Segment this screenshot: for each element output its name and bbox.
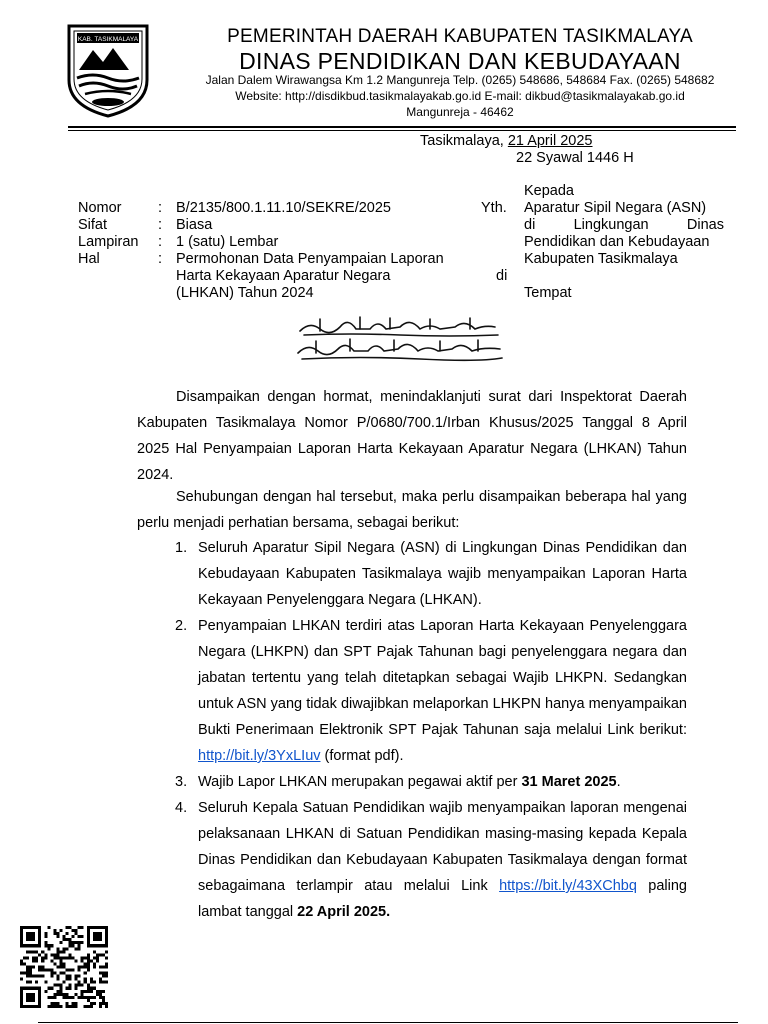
list-number: 2. bbox=[175, 618, 188, 634]
list-item-tail: (format pdf). bbox=[320, 748, 404, 764]
paragraph-1: Disampaikan dengan hormat, menindaklanjuti surat dari Inspektorat Daerah Kabupaten Tasikmalaya Nomor P/0680/700.1/Irban Khusus/2025 Tanggal 8 April 2025 Hal Penyampaian Laporan Harta Kekayaan Aparatur Negara (LHKAN) Tahun 2024. bbox=[137, 389, 687, 483]
letterhead-rule-thick bbox=[68, 126, 736, 128]
list-item-text: Penyampaian LHKAN terdiri atas Laporan Harta Kekayaan Penyelenggara Negara (LHKPN) dan SPT Pajak Tahunan bagi penyelenggara negara dan jabatan tertentu yang telah ditetapkan sebagai Wajib LHKPN. Sedangkan untuk ASN yang tidak diwajibkan melaporkan LHKPN hanya menyampaikan Bukti Penerimaan Elektronik SPT Pajak Tahunan saja melalui Link berikut: bbox=[198, 618, 687, 738]
list-item-4 bbox=[137, 795, 687, 925]
sifat-value: Biasa bbox=[176, 217, 213, 233]
list-item-1 bbox=[137, 535, 687, 613]
letterhead-website: Website: http://disdikbud.tasikmalayakab.go.id E-mail: dikbud@tasikmalayakab.go.id bbox=[235, 89, 685, 103]
letter-date bbox=[420, 133, 593, 149]
nomor-value: B/2135/800.1.11.10/SEKRE/2025 bbox=[176, 200, 391, 216]
numbered-list bbox=[137, 535, 687, 925]
letterhead-postal: Mangunreja - 46462 bbox=[406, 105, 514, 119]
list-item-text: Wajib Lapor LHKAN merupakan pegawai aktif per bbox=[198, 774, 522, 790]
letterhead-rule-thin bbox=[68, 130, 736, 131]
school-report-link[interactable]: https://bit.ly/43XChbq bbox=[499, 878, 637, 894]
paragraph-2: Sehubungan dengan hal tersebut, maka perlu disampaikan beberapa hal yang perlu menjadi perhatian bersama, sebagai berikut: bbox=[137, 489, 687, 531]
letterhead-government: PEMERINTAH DAERAH KABUPATEN TASIKMALAYA bbox=[227, 26, 693, 47]
list-number: 3. bbox=[175, 774, 188, 790]
recipient-line3: Pendidikan dan Kebudayaan bbox=[524, 234, 710, 250]
date-gregorian: 21 April 2025 bbox=[507, 133, 593, 149]
date-place: Tasikmalaya, bbox=[420, 133, 504, 149]
recipient-tempat: Tempat bbox=[524, 285, 572, 301]
list-item-3 bbox=[137, 769, 687, 795]
nomor-colon: : bbox=[158, 200, 163, 216]
hal-line1: Permohonan Data Penyampaian Laporan bbox=[176, 251, 444, 267]
date-hijri: 22 Syawal 1446 H bbox=[516, 150, 634, 166]
list-item-tail: . bbox=[616, 774, 621, 790]
list-item-text: Seluruh Kepala Satuan Pendidikan wajib menyampaikan laporan mengenai pelaksanaan LHKAN di Satuan Pendidikan masing-masing kepada Kepala Dinas Pendidikan dan Kebudayaan Kabupaten Tasikmalaya dengan format sebagaimana terlampir atau melalui Link bbox=[198, 800, 687, 894]
hal-line3: (LHKAN) Tahun 2024 bbox=[176, 285, 314, 301]
list-item-bold: 22 April 2025. bbox=[297, 904, 391, 920]
sifat-colon: : bbox=[158, 217, 163, 233]
recipient-di: di bbox=[496, 268, 508, 284]
hal-colon: : bbox=[158, 251, 163, 267]
basmalah-calligraphy bbox=[290, 313, 510, 365]
recipient-kepada: Kepada bbox=[524, 183, 574, 199]
list-number: 1. bbox=[175, 540, 188, 556]
hal-label: Hal bbox=[78, 251, 100, 267]
lhkan-upload-link[interactable]: http://bit.ly/3YxLIuv bbox=[198, 748, 321, 764]
list-item-2 bbox=[137, 613, 687, 769]
recipient-line1: Aparatur Sipil Negara (ASN) bbox=[524, 200, 707, 216]
hal-line2: Harta Kekayaan Aparatur Negara bbox=[176, 268, 391, 284]
list-item-text: Seluruh Aparatur Sipil Negara (ASN) di Lingkungan Dinas Pendidikan dan Kebudayaan Kabupaten Tasikmalaya wajib menyampaikan Laporan Harta Kekayaan Penyelenggara Negara (LHKAN). bbox=[198, 540, 687, 608]
lampiran-value: 1 (satu) Lembar bbox=[176, 234, 279, 250]
yth-label: Yth. bbox=[481, 200, 507, 216]
qr-code bbox=[20, 926, 108, 1008]
sifat-label: Sifat bbox=[78, 217, 108, 233]
letterhead-agency: DINAS PENDIDIKAN DAN KEBUDAYAAN bbox=[239, 48, 681, 74]
list-item-bold: 31 Maret 2025 bbox=[521, 774, 617, 790]
footer-rule bbox=[38, 1022, 738, 1023]
lampiran-colon: : bbox=[158, 234, 163, 250]
list-item-mid: paling lambat tanggal bbox=[198, 878, 687, 920]
logo-text: KAB. TASIKMALAYA bbox=[77, 36, 139, 43]
lampiran-label: Lampiran bbox=[78, 234, 139, 250]
recipient-line4: Kabupaten Tasikmalaya bbox=[524, 251, 678, 267]
letterhead-address: Jalan Dalem Wirawangsa Km 1.2 Mangunreja Telp. (0265) 548686, 548684 Fax. (0265) 548682 bbox=[205, 73, 715, 87]
nomor-label: Nomor bbox=[78, 200, 122, 216]
recipient-line2: di Lingkungan Dinas bbox=[524, 217, 724, 233]
regency-logo bbox=[63, 22, 153, 118]
list-number: 4. bbox=[175, 800, 188, 816]
